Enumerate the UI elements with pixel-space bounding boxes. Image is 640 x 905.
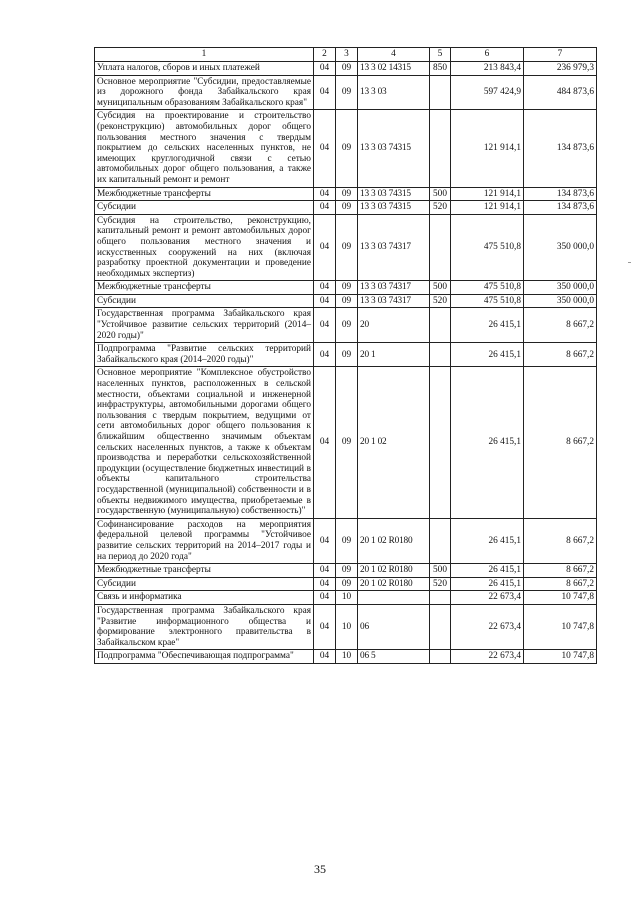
table-row [95, 650, 597, 664]
row-amount-2: 8 667,2 [524, 343, 597, 367]
row-expense-type [430, 367, 451, 518]
row-amount-1: 26 415,1 [451, 518, 524, 563]
row-amount-1: 22 673,4 [451, 604, 524, 649]
table-row [95, 604, 597, 649]
row-name: Подпрограмма "Обеспечивающая подпрограмма" [95, 650, 314, 664]
row-amount-2: 484 873,6 [524, 75, 597, 110]
row-name: Уплата налогов, сборов и иных платежей [95, 62, 314, 76]
row-section-code: 04 [314, 564, 336, 578]
row-target-article: 13 3 03 74317 [358, 214, 430, 281]
row-subsection-code: 09 [336, 110, 358, 187]
header-col-2: 2 [314, 48, 336, 62]
table-row [95, 75, 597, 110]
row-subsection-code: 09 [336, 281, 358, 295]
header-col-7: 7 [524, 48, 597, 62]
row-target-article: 13 3 03 74315 [358, 187, 430, 201]
table-row [95, 591, 597, 605]
row-expense-type: 520 [430, 201, 451, 215]
row-amount-2: 350 000,0 [524, 214, 597, 281]
row-amount-2: 350 000,0 [524, 294, 597, 308]
row-amount-2: 134 873,6 [524, 187, 597, 201]
table-row [95, 564, 597, 578]
row-amount-1: 26 415,1 [451, 308, 524, 343]
row-amount-1: 22 673,4 [451, 650, 524, 664]
row-amount-2: 10 747,8 [524, 650, 597, 664]
row-target-article: 20 1 02 R0180 [358, 564, 430, 578]
page-number: 35 [314, 862, 326, 876]
row-section-code: 04 [314, 75, 336, 110]
header-col-6: 6 [451, 48, 524, 62]
row-expense-type [430, 75, 451, 110]
row-name: Софинансирование расходов на мероприятия федеральной целевой программы "Устойчивое развитие сельских территорий на 2014–2017 годы и на период до 2020 года" [95, 518, 314, 563]
row-name: Основное мероприятие "Субсидии, предоставляемые из дорожного фонда Забайкальского края муниципальным образованиям Забайкальского края" [95, 75, 314, 110]
row-target-article: 13 3 03 74315 [358, 201, 430, 215]
table-header-row [95, 48, 597, 62]
row-expense-type: 520 [430, 294, 451, 308]
table-row [95, 110, 597, 187]
row-amount-2: 8 667,2 [524, 308, 597, 343]
row-section-code: 04 [314, 577, 336, 591]
row-name: Субсидия на проектирование и строительство (реконструкцию) автомобильных дорог общего пользования местного значения с твердым покрытием до сельских населенных пунктов, не имеющих круглогодичной связи с сетью автомобильных дорог общего пользования, а также их капитальный ремонт и ремонт [95, 110, 314, 187]
row-amount-2: 8 667,2 [524, 564, 597, 578]
row-amount-1: 22 673,4 [451, 591, 524, 605]
row-expense-type: 500 [430, 564, 451, 578]
row-section-code: 04 [314, 201, 336, 215]
row-subsection-code: 09 [336, 214, 358, 281]
row-amount-1: 597 424,9 [451, 75, 524, 110]
row-amount-1: 475 510,8 [451, 214, 524, 281]
row-section-code: 04 [314, 518, 336, 563]
row-name: Подпрограмма "Развитие сельских территорий Забайкальского края (2014–2020 годы)" [95, 343, 314, 367]
row-section-code: 04 [314, 110, 336, 187]
row-name: Государственная программа Забайкальского края "Развитие информационного общества и формирование электронного правительства в Забайкальском крае" [95, 604, 314, 649]
row-amount-2: 10 747,8 [524, 604, 597, 649]
row-subsection-code: 09 [336, 201, 358, 215]
header-col-5: 5 [430, 48, 451, 62]
margin-mark [628, 262, 631, 263]
row-amount-2: 8 667,2 [524, 518, 597, 563]
row-target-article: 13 3 03 74315 [358, 110, 430, 187]
row-amount-1: 475 510,8 [451, 294, 524, 308]
row-expense-type: 500 [430, 187, 451, 201]
row-section-code: 04 [314, 367, 336, 518]
row-subsection-code: 10 [336, 591, 358, 605]
row-section-code: 04 [314, 62, 336, 76]
row-section-code: 04 [314, 604, 336, 649]
row-expense-type: 520 [430, 577, 451, 591]
row-expense-type [430, 343, 451, 367]
budget-table [94, 47, 597, 664]
row-target-article: 06 5 [358, 650, 430, 664]
row-name: Связь и информатика [95, 591, 314, 605]
row-name: Межбюджетные трансферты [95, 564, 314, 578]
row-name: Межбюджетные трансферты [95, 187, 314, 201]
table-row [95, 343, 597, 367]
row-section-code: 04 [314, 294, 336, 308]
row-amount-1: 121 914,1 [451, 110, 524, 187]
row-amount-2: 134 873,6 [524, 201, 597, 215]
row-section-code: 04 [314, 650, 336, 664]
row-target-article: 20 [358, 308, 430, 343]
row-section-code: 04 [314, 281, 336, 295]
row-target-article: 13 3 03 [358, 75, 430, 110]
row-amount-2: 10 747,8 [524, 591, 597, 605]
row-expense-type [430, 214, 451, 281]
row-section-code: 04 [314, 591, 336, 605]
row-amount-2: 236 979,3 [524, 62, 597, 76]
row-subsection-code: 09 [336, 564, 358, 578]
row-amount-2: 8 667,2 [524, 577, 597, 591]
row-subsection-code: 09 [336, 75, 358, 110]
row-target-article: 20 1 02 R0180 [358, 518, 430, 563]
row-target-article: 13 3 03 74317 [358, 281, 430, 295]
table-row [95, 62, 597, 76]
row-name: Субсидии [95, 577, 314, 591]
budget-table-sheet [94, 47, 596, 664]
row-target-article: 13 3 03 74317 [358, 294, 430, 308]
row-subsection-code: 09 [336, 294, 358, 308]
table-row [95, 294, 597, 308]
row-amount-1: 26 415,1 [451, 367, 524, 518]
row-target-article: 20 1 02 R0180 [358, 577, 430, 591]
header-col-4: 4 [358, 48, 430, 62]
table-row [95, 281, 597, 295]
row-target-article: 20 1 [358, 343, 430, 367]
row-expense-type [430, 110, 451, 187]
row-target-article: 06 [358, 604, 430, 649]
row-name: Субсидии [95, 201, 314, 215]
table-row [95, 367, 597, 518]
row-subsection-code: 10 [336, 604, 358, 649]
row-name: Субсидия на строительство, реконструкцию, капитальный ремонт и ремонт автомобильных дорог общего пользования местного значения и искусственных сооружений на них (включая разработку проектной документации и проведение необходимых экспертиз) [95, 214, 314, 281]
row-amount-1: 26 415,1 [451, 564, 524, 578]
table-row [95, 214, 597, 281]
row-amount-1: 121 914,1 [451, 201, 524, 215]
row-amount-1: 121 914,1 [451, 187, 524, 201]
row-amount-1: 213 843,4 [451, 62, 524, 76]
row-amount-1: 475 510,8 [451, 281, 524, 295]
header-col-1: 1 [95, 48, 314, 62]
row-section-code: 04 [314, 308, 336, 343]
row-expense-type [430, 518, 451, 563]
row-expense-type: 850 [430, 62, 451, 76]
row-target-article: 20 1 02 [358, 367, 430, 518]
row-amount-1: 26 415,1 [451, 343, 524, 367]
row-section-code: 04 [314, 214, 336, 281]
row-name: Государственная программа Забайкальского края "Устойчивое развитие сельских территорий (2014–2020 годы)" [95, 308, 314, 343]
table-body [95, 62, 597, 664]
row-expense-type: 500 [430, 281, 451, 295]
row-section-code: 04 [314, 343, 336, 367]
row-expense-type [430, 308, 451, 343]
row-subsection-code: 09 [336, 577, 358, 591]
row-amount-1: 26 415,1 [451, 577, 524, 591]
row-name: Субсидии [95, 294, 314, 308]
row-subsection-code: 10 [336, 650, 358, 664]
row-subsection-code: 09 [336, 62, 358, 76]
table-row [95, 518, 597, 563]
row-subsection-code: 09 [336, 308, 358, 343]
row-name: Основное мероприятие "Комплексное обустройство населенных пунктов, расположенных в сельской местности, объектами социальной и инженерной инфраструктуры, автомобильными дорогами общего пользования с твердым покрытием, ведущими от сети автомобильных дорог общего пользования к ближайшим общественно значимым объектам сельских населенных пунктов, а также к объектам производства и переработки сельскохозяйственной продукции (осуществление бюджетных инвестиций в объекты капитального строительства государственной (муниципальной) собственности и в объекты недвижимого имущества, приобретаемые в государственную (муниципальную) собственность)" [95, 367, 314, 518]
row-expense-type [430, 650, 451, 664]
row-target-article: 13 3 02 14315 [358, 62, 430, 76]
row-amount-2: 8 667,2 [524, 367, 597, 518]
row-expense-type [430, 604, 451, 649]
table-row [95, 187, 597, 201]
row-subsection-code: 09 [336, 343, 358, 367]
row-amount-2: 350 000,0 [524, 281, 597, 295]
row-subsection-code: 09 [336, 518, 358, 563]
row-expense-type [430, 591, 451, 605]
table-row [95, 577, 597, 591]
table-row [95, 308, 597, 343]
row-section-code: 04 [314, 187, 336, 201]
row-target-article [358, 591, 430, 605]
row-subsection-code: 09 [336, 187, 358, 201]
row-subsection-code: 09 [336, 367, 358, 518]
row-name: Межбюджетные трансферты [95, 281, 314, 295]
row-amount-2: 134 873,6 [524, 110, 597, 187]
table-row [95, 201, 597, 215]
header-col-3: 3 [336, 48, 358, 62]
